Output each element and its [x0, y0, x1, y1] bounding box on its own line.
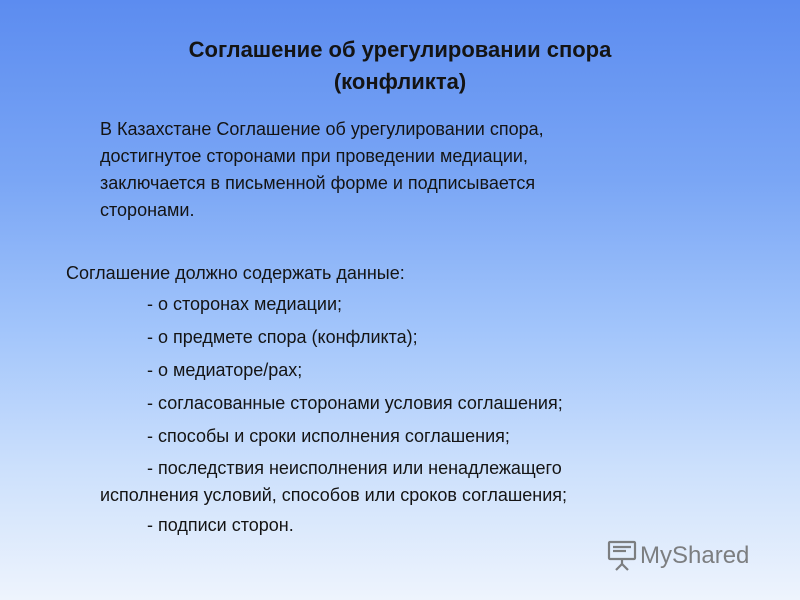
list-item-text: - последствия неисполнения или ненадлежащего [147, 458, 562, 478]
list-item-text: - о медиаторе/рах; [147, 360, 303, 380]
presentation-board-icon [609, 542, 635, 570]
intro-line: В Казахстане Соглашение об урегулировании спора, [100, 119, 544, 139]
title-line-2: (конфликта) [333, 69, 467, 94]
list-item-text: - подписи сторон. [147, 515, 294, 535]
list-item-text: - способы и сроки исполнения соглашения; [147, 426, 510, 446]
list-item-text: - о сторонах медиации; [147, 294, 343, 314]
intro-paragraph [100, 116, 700, 224]
list-item-continuation: исполнения условий, способов или сроков соглашения; [100, 485, 568, 505]
intro-line: сторонами. [100, 200, 195, 220]
myshared-watermark [606, 536, 766, 572]
watermark-logo [606, 536, 766, 572]
list-item-text: - о предмете спора (конфликта); [147, 327, 418, 347]
list-heading: Соглашение должно содержать данные: [66, 263, 405, 283]
slide-title [0, 34, 800, 98]
intro-line: достигнутое сторонами при проведении медиации, [100, 146, 528, 166]
title-line-1: Соглашение об урегулировании спора [188, 37, 612, 62]
watermark-text: MyShared [640, 542, 750, 569]
list-item-text: - согласованные сторонами условия соглашения; [147, 393, 563, 413]
intro-line: заключается в письменной форме и подписывается [100, 173, 536, 193]
